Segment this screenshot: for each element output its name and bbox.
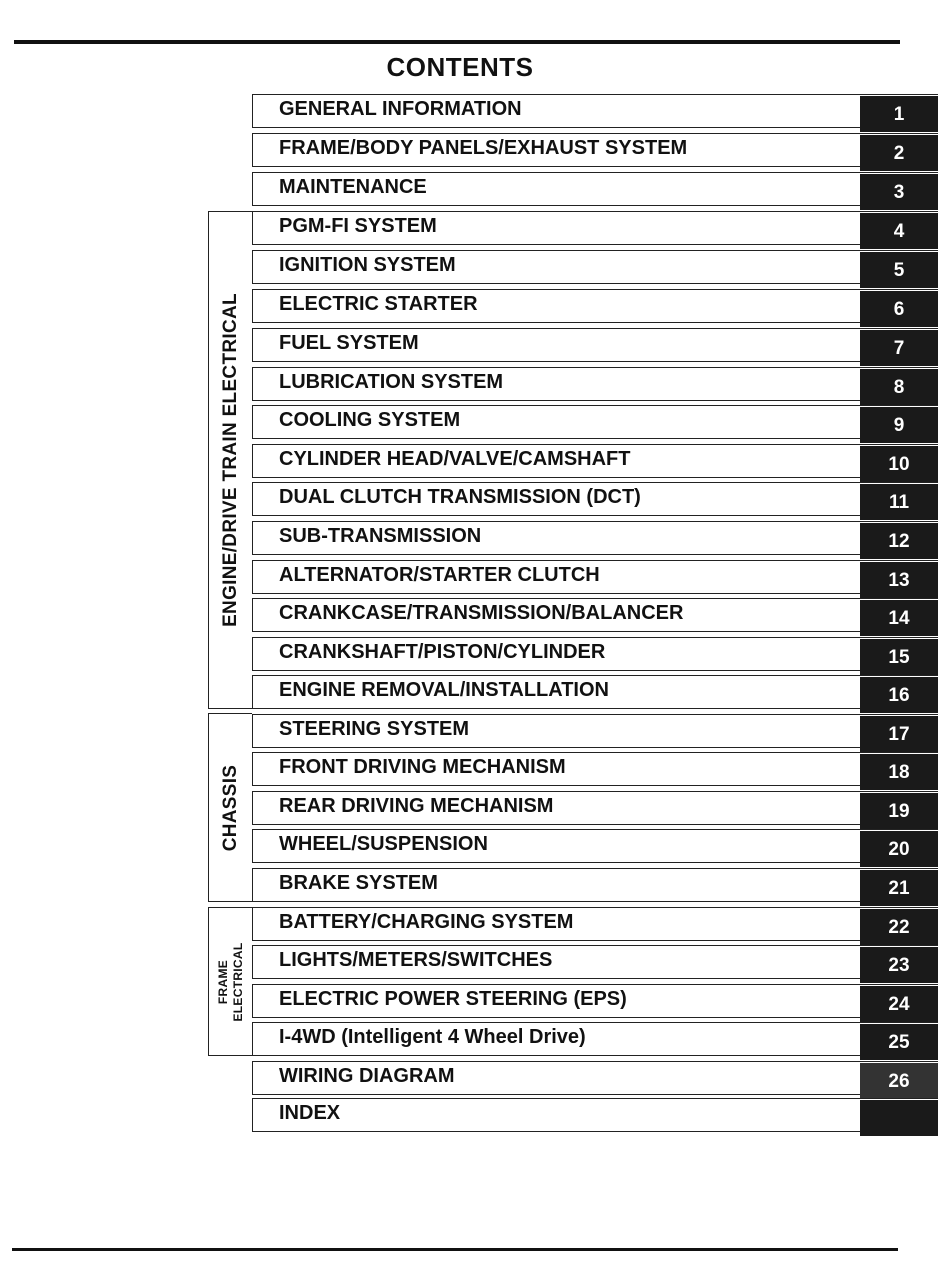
section-row-wiring-diagram[interactable] bbox=[252, 1061, 938, 1095]
section-title: COOLING SYSTEM bbox=[279, 409, 461, 431]
section-row-steering-system[interactable] bbox=[252, 714, 938, 748]
bottom-rule bbox=[12, 1248, 898, 1251]
section-row-maintenance[interactable] bbox=[252, 172, 938, 206]
section-row-brake-system[interactable] bbox=[252, 868, 938, 902]
section-number-tab: 21 bbox=[860, 870, 938, 906]
section-row-crankcase-transmission-balancer[interactable] bbox=[252, 598, 938, 632]
section-title: BATTERY/CHARGING SYSTEM bbox=[279, 911, 574, 933]
section-row-wheel-suspension[interactable] bbox=[252, 829, 938, 863]
section-number-tab: 20 bbox=[860, 831, 938, 867]
section-number-tab: 10 bbox=[860, 446, 938, 482]
section-title: WHEEL/SUSPENSION bbox=[279, 833, 488, 855]
section-number-tab: 4 bbox=[860, 213, 938, 249]
section-row-general-information[interactable] bbox=[252, 94, 938, 128]
section-row-crankshaft-piston-cylinder[interactable] bbox=[252, 637, 938, 671]
section-row-battery-charging-system[interactable] bbox=[252, 907, 938, 941]
section-number-tab: 19 bbox=[860, 793, 938, 829]
top-rule bbox=[14, 40, 900, 44]
section-title: INDEX bbox=[279, 1102, 341, 1124]
section-title: CYLINDER HEAD/VALVE/CAMSHAFT bbox=[279, 448, 631, 470]
section-title: FRONT DRIVING MECHANISM bbox=[279, 756, 566, 778]
section-row-cooling-system[interactable] bbox=[252, 405, 938, 439]
section-number-tab: 5 bbox=[860, 252, 938, 288]
section-row-lubrication-system[interactable] bbox=[252, 367, 938, 401]
section-number-tab: 23 bbox=[860, 947, 938, 983]
section-title: STEERING SYSTEM bbox=[279, 718, 470, 740]
section-row-fuel-system[interactable] bbox=[252, 328, 938, 362]
section-number-tab: 11 bbox=[860, 484, 938, 520]
section-title: ALTERNATOR/STARTER CLUTCH bbox=[279, 564, 600, 586]
section-number-tab: 13 bbox=[860, 562, 938, 598]
section-title: LIGHTS/METERS/SWITCHES bbox=[279, 949, 553, 971]
section-title: CRANKCASE/TRANSMISSION/BALANCER bbox=[279, 602, 684, 624]
section-title: LUBRICATION SYSTEM bbox=[279, 371, 504, 393]
section-row-i-4wd[interactable] bbox=[252, 1022, 938, 1056]
section-title: MAINTENANCE bbox=[279, 176, 427, 198]
section-number-tab bbox=[860, 1100, 938, 1136]
section-title: CRANKSHAFT/PISTON/CYLINDER bbox=[279, 641, 606, 663]
page-title: CONTENTS bbox=[386, 52, 534, 82]
section-title: REAR DRIVING MECHANISM bbox=[279, 795, 554, 817]
section-row-electric-starter[interactable] bbox=[252, 289, 938, 323]
section-number-tab: 2 bbox=[860, 135, 938, 171]
section-title: FUEL SYSTEM bbox=[279, 332, 419, 354]
section-title: ENGINE REMOVAL/INSTALLATION bbox=[279, 679, 609, 701]
section-title: GENERAL INFORMATION bbox=[279, 98, 522, 120]
section-number-tab: 15 bbox=[860, 639, 938, 675]
group-label-engine: ENGINE/DRIVE TRAIN ELECTRICAL bbox=[219, 293, 241, 627]
section-number-tab: 14 bbox=[860, 600, 938, 636]
section-title: SUB-TRANSMISSION bbox=[279, 525, 482, 547]
section-row-rear-driving-mechanism[interactable] bbox=[252, 791, 938, 825]
section-number-tab: 7 bbox=[860, 330, 938, 366]
section-row-pgm-fi-system[interactable] bbox=[252, 211, 938, 245]
section-row-frame-body-panels[interactable] bbox=[252, 133, 938, 167]
section-number-tab: 26 bbox=[860, 1063, 938, 1099]
section-number-tab: 6 bbox=[860, 291, 938, 327]
section-number-tab: 24 bbox=[860, 986, 938, 1022]
section-number-tab: 12 bbox=[860, 523, 938, 559]
section-number-tab: 17 bbox=[860, 716, 938, 752]
group-engine-drive-train-electrical bbox=[208, 211, 252, 709]
section-number-tab: 25 bbox=[860, 1024, 938, 1060]
section-title: IGNITION SYSTEM bbox=[279, 254, 456, 276]
group-label-frame: FRAME bbox=[215, 959, 230, 1004]
section-title: FRAME/BODY PANELS/EXHAUST SYSTEM bbox=[279, 137, 688, 159]
section-number-tab: 16 bbox=[860, 677, 938, 713]
group-chassis bbox=[208, 713, 252, 902]
section-title: DUAL CLUTCH TRANSMISSION (DCT) bbox=[279, 486, 641, 508]
section-number-tab: 18 bbox=[860, 754, 938, 790]
section-number-tab: 8 bbox=[860, 369, 938, 405]
section-row-cylinder-head[interactable] bbox=[252, 444, 938, 478]
group-label-frame-electrical bbox=[216, 927, 246, 1037]
section-title: WIRING DIAGRAM bbox=[279, 1065, 455, 1087]
section-title: ELECTRIC POWER STEERING (EPS) bbox=[279, 988, 627, 1010]
section-row-dual-clutch-transmission[interactable] bbox=[252, 482, 938, 516]
section-number-tab: 1 bbox=[860, 96, 938, 132]
section-row-sub-transmission[interactable] bbox=[252, 521, 938, 555]
section-row-lights-meters-switches[interactable] bbox=[252, 945, 938, 979]
section-row-engine-removal-installation[interactable] bbox=[252, 675, 938, 709]
section-row-front-driving-mechanism[interactable] bbox=[252, 752, 938, 786]
section-row-ignition-system[interactable] bbox=[252, 250, 938, 284]
group-frame-electrical bbox=[208, 907, 252, 1056]
section-title: BRAKE SYSTEM bbox=[279, 872, 438, 894]
group-label-chassis: CHASSIS bbox=[219, 764, 241, 851]
section-title: I-4WD (Intelligent 4 Wheel Drive) bbox=[279, 1026, 586, 1048]
section-number-tab: 22 bbox=[860, 909, 938, 945]
group-label-electrical: ELECTRICAL bbox=[230, 942, 245, 1021]
section-row-alternator-starter-clutch[interactable] bbox=[252, 560, 938, 594]
section-row-index[interactable] bbox=[252, 1098, 938, 1132]
section-row-electric-power-steering[interactable] bbox=[252, 984, 938, 1018]
section-title: ELECTRIC STARTER bbox=[279, 293, 478, 315]
section-number-tab: 3 bbox=[860, 174, 938, 210]
section-title: PGM-FI SYSTEM bbox=[279, 215, 437, 237]
section-number-tab: 9 bbox=[860, 407, 938, 443]
